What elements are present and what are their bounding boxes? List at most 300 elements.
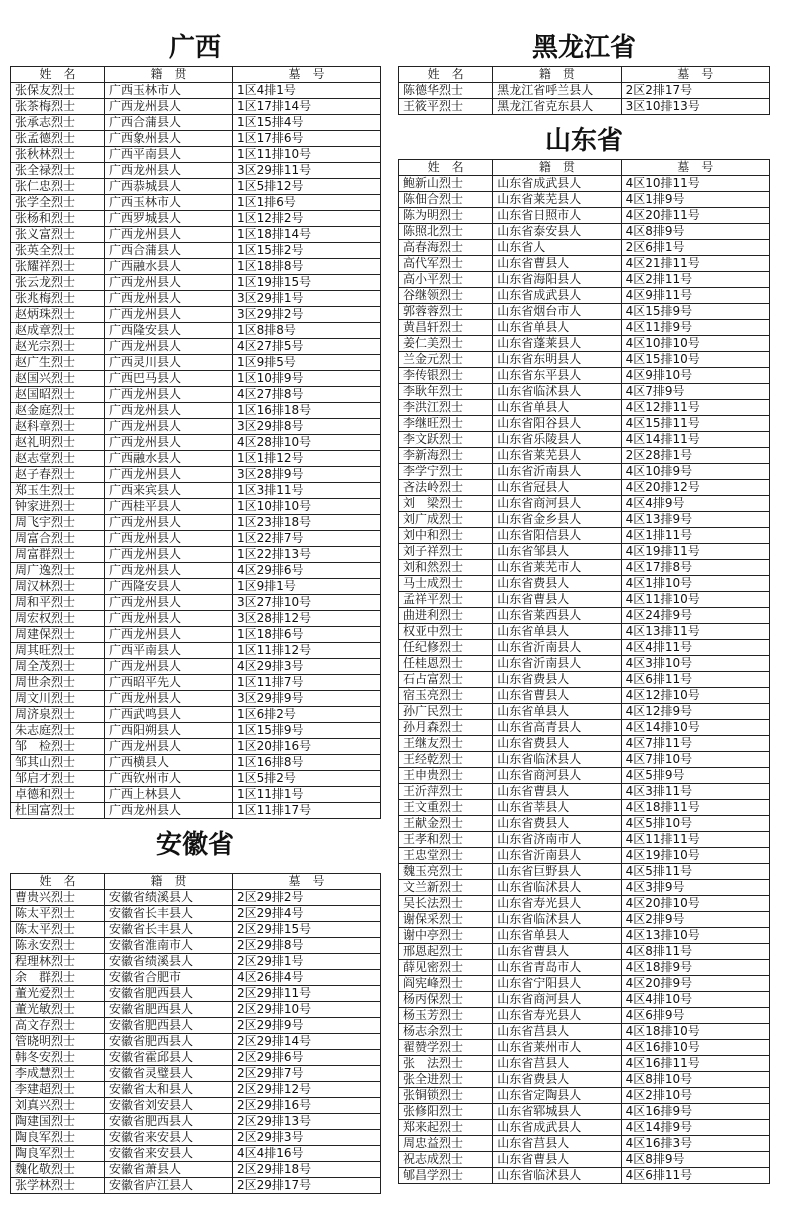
cell-tomb: 2区29排17号 — [233, 1178, 381, 1194]
cell-tomb: 1区9排1号 — [233, 579, 381, 595]
cell-name: 李学宁烈士 — [399, 464, 493, 480]
cell-origin: 广西合蒲县人 — [105, 115, 233, 131]
cell-name: 魏化敬烈士 — [11, 1162, 105, 1178]
cell-origin: 山东省成武县人 — [493, 1120, 621, 1136]
cell-name: 张学林烈士 — [11, 1178, 105, 1194]
cell-name: 魏玉亮烈士 — [399, 864, 493, 880]
cell-origin: 安徽省绩溪县人 — [105, 954, 233, 970]
table-row — [11, 739, 381, 755]
table-row — [399, 560, 770, 576]
cell-tomb: 4区29排3号 — [233, 659, 381, 675]
cell-origin: 广西横县人 — [105, 755, 233, 771]
cell-name: 周建保烈士 — [11, 627, 105, 643]
header-origin: 籍 贯 — [105, 874, 233, 890]
cell-tomb: 1区9排5号 — [233, 355, 381, 371]
cell-name: 刘广成烈士 — [399, 512, 493, 528]
cell-tomb: 1区22排7号 — [233, 531, 381, 547]
table-row — [399, 848, 770, 864]
table-row — [399, 288, 770, 304]
cell-origin: 山东省郓城县人 — [493, 1104, 621, 1120]
table-row — [11, 83, 381, 99]
cell-name: 陈永安烈士 — [11, 938, 105, 954]
table-row — [399, 464, 770, 480]
cell-name: 赵光宗烈士 — [11, 339, 105, 355]
table-row — [11, 659, 381, 675]
header-name: 姓 名 — [399, 160, 493, 176]
cell-tomb: 4区3排11号 — [621, 784, 769, 800]
table-row — [399, 1136, 770, 1152]
table-row — [11, 1130, 381, 1146]
table-row — [11, 531, 381, 547]
cell-name: 邢恩起烈士 — [399, 944, 493, 960]
cell-name: 王经乾烈士 — [399, 752, 493, 768]
table-row — [11, 1162, 381, 1178]
cell-tomb: 2区28排1号 — [621, 448, 769, 464]
cell-origin: 广西龙州县人 — [105, 595, 233, 611]
cell-name: 杨玉芳烈士 — [399, 1008, 493, 1024]
cell-origin: 山东省莒县人 — [493, 1056, 621, 1072]
table-row — [399, 704, 770, 720]
cell-origin: 山东省费县人 — [493, 1072, 621, 1088]
cell-name: 邹其山烈士 — [11, 755, 105, 771]
cell-tomb: 1区17排14号 — [233, 99, 381, 115]
table-row — [11, 890, 381, 906]
cell-tomb: 4区8排10号 — [621, 1072, 769, 1088]
cell-origin: 山东省费县人 — [493, 816, 621, 832]
cell-origin: 山东省宁阳县人 — [493, 976, 621, 992]
table-row — [11, 771, 381, 787]
cell-tomb: 4区7排10号 — [621, 752, 769, 768]
cell-tomb: 4区1排9号 — [621, 192, 769, 208]
cell-tomb: 4区12排10号 — [621, 688, 769, 704]
table-row — [399, 656, 770, 672]
cell-name: 周飞宇烈士 — [11, 515, 105, 531]
cell-name: 陈太平烈士 — [11, 922, 105, 938]
cell-name: 李传银烈士 — [399, 368, 493, 384]
cell-origin: 广西龙州县人 — [105, 435, 233, 451]
cell-tomb: 4区10排10号 — [621, 336, 769, 352]
table-row — [399, 688, 770, 704]
cell-tomb: 4区13排11号 — [621, 624, 769, 640]
cell-origin: 广西阳朔县人 — [105, 723, 233, 739]
cell-tomb: 2区29排15号 — [233, 922, 381, 938]
cell-tomb: 1区3排11号 — [233, 483, 381, 499]
cell-name: 刘真兴烈士 — [11, 1098, 105, 1114]
cell-tomb: 1区10排10号 — [233, 499, 381, 515]
cell-name: 陈德华烈士 — [399, 83, 493, 99]
table-row — [399, 576, 770, 592]
table-row — [399, 240, 770, 256]
cell-name: 陶良军烈士 — [11, 1130, 105, 1146]
cell-name: 王孝和烈士 — [399, 832, 493, 848]
cell-origin: 广西恭城县人 — [105, 179, 233, 195]
table-row — [11, 723, 381, 739]
table-row — [11, 259, 381, 275]
cell-origin: 山东省曹县人 — [493, 1152, 621, 1168]
table-row — [399, 320, 770, 336]
table-row — [11, 643, 381, 659]
cell-name: 郇昌学烈士 — [399, 1168, 493, 1184]
cell-origin: 广西上林县人 — [105, 787, 233, 803]
cell-origin: 山东省海阳县人 — [493, 272, 621, 288]
cell-origin: 广西龙州县人 — [105, 691, 233, 707]
cell-name: 刘子祥烈士 — [399, 544, 493, 560]
cell-tomb: 1区1排12号 — [233, 451, 381, 467]
cell-tomb: 4区17排8号 — [621, 560, 769, 576]
cell-name: 王忠堂烈士 — [399, 848, 493, 864]
table-row — [399, 1088, 770, 1104]
cell-origin: 山东省临沭县人 — [493, 912, 621, 928]
cell-tomb: 4区20排9号 — [621, 976, 769, 992]
cell-origin: 安徽省霍邱县人 — [105, 1050, 233, 1066]
cell-origin: 山东省商河县人 — [493, 992, 621, 1008]
cell-tomb: 4区16排3号 — [621, 1136, 769, 1152]
cell-tomb: 4区15排11号 — [621, 416, 769, 432]
cell-origin: 山东省莒县人 — [493, 1136, 621, 1152]
cell-name: 王继友烈士 — [399, 736, 493, 752]
section-title-guangxi: 广西 — [168, 33, 221, 63]
cell-name: 赵炳珠烈士 — [11, 307, 105, 323]
cell-origin: 山东省沂南县人 — [493, 848, 621, 864]
table-row — [11, 1050, 381, 1066]
cell-tomb: 4区1排10号 — [621, 576, 769, 592]
table-row — [399, 384, 770, 400]
cell-origin: 安徽省合肥市 — [105, 970, 233, 986]
table-row — [11, 986, 381, 1002]
header-name: 姓 名 — [399, 67, 493, 83]
table-row — [399, 272, 770, 288]
cell-origin: 山东省人 — [493, 240, 621, 256]
cell-origin: 山东省寿光县人 — [493, 896, 621, 912]
cell-origin: 山东省邹县人 — [493, 544, 621, 560]
cell-name: 孟祥平烈士 — [399, 592, 493, 608]
cell-name: 韩冬安烈士 — [11, 1050, 105, 1066]
cell-name: 张修阳烈士 — [399, 1104, 493, 1120]
cell-tomb: 1区6排2号 — [233, 707, 381, 723]
header-tomb: 墓 号 — [233, 67, 381, 83]
cell-origin: 山东省商河县人 — [493, 768, 621, 784]
cell-origin: 安徽省太和县人 — [105, 1082, 233, 1098]
cell-name: 周其旺烈士 — [11, 643, 105, 659]
cell-origin: 广西玉林市人 — [105, 83, 233, 99]
cell-name: 管晓明烈士 — [11, 1034, 105, 1050]
cell-tomb: 4区5排10号 — [621, 816, 769, 832]
table-row — [11, 675, 381, 691]
cell-tomb: 3区29排11号 — [233, 163, 381, 179]
cell-name: 赵金庭烈士 — [11, 403, 105, 419]
cell-origin: 山东省临沭县人 — [493, 1168, 621, 1184]
cell-tomb: 4区8排11号 — [621, 944, 769, 960]
cell-name: 孙广民烈士 — [399, 704, 493, 720]
cell-tomb: 1区23排18号 — [233, 515, 381, 531]
cell-origin: 山东省成武县人 — [493, 176, 621, 192]
table-row — [399, 608, 770, 624]
cell-tomb: 4区1排11号 — [621, 528, 769, 544]
cell-name: 姜仁美烈士 — [399, 336, 493, 352]
cell-origin: 山东省烟台市人 — [493, 304, 621, 320]
table-row — [11, 1098, 381, 1114]
table-row — [11, 275, 381, 291]
cell-tomb: 2区29排10号 — [233, 1002, 381, 1018]
cell-name: 董光敏烈士 — [11, 1002, 105, 1018]
cell-name: 黄昌轩烈士 — [399, 320, 493, 336]
cell-tomb: 1区5排12号 — [233, 179, 381, 195]
cell-name: 张仁忠烈士 — [11, 179, 105, 195]
cell-name: 翟赞学烈士 — [399, 1040, 493, 1056]
cell-name: 刘中和烈士 — [399, 528, 493, 544]
cell-name: 谢中亭烈士 — [399, 928, 493, 944]
cell-name: 周富合烈士 — [11, 531, 105, 547]
cell-tomb: 1区8排8号 — [233, 323, 381, 339]
cell-name: 赵成章烈士 — [11, 323, 105, 339]
cell-name: 王献金烈士 — [399, 816, 493, 832]
cell-name: 赵礼明烈士 — [11, 435, 105, 451]
table-header-row — [399, 67, 770, 83]
cell-origin: 广西昭平先人 — [105, 675, 233, 691]
table-row — [11, 355, 381, 371]
cell-origin: 广西龙州县人 — [105, 387, 233, 403]
cell-tomb: 2区29排12号 — [233, 1082, 381, 1098]
table-row — [399, 752, 770, 768]
cell-origin: 广西平南县人 — [105, 147, 233, 163]
cell-tomb: 4区27排8号 — [233, 387, 381, 403]
table-row — [11, 227, 381, 243]
cell-tomb: 4区3排10号 — [621, 656, 769, 672]
table-row — [11, 483, 381, 499]
cell-tomb: 4区4排10号 — [621, 992, 769, 1008]
cell-origin: 安徽省刘安县人 — [105, 1098, 233, 1114]
cell-name: 任桂恩烈士 — [399, 656, 493, 672]
cell-tomb: 2区29排16号 — [233, 1098, 381, 1114]
cell-origin: 广西象州县人 — [105, 131, 233, 147]
cell-tomb: 2区29排11号 — [233, 986, 381, 1002]
cell-tomb: 4区6排11号 — [621, 1168, 769, 1184]
cell-name: 高春海烈士 — [399, 240, 493, 256]
cell-name: 张义富烈士 — [11, 227, 105, 243]
cell-name: 赵国兴烈士 — [11, 371, 105, 387]
table-shandong — [398, 159, 770, 1184]
cell-origin: 广西龙州县人 — [105, 227, 233, 243]
header-tomb: 墓 号 — [233, 874, 381, 890]
cell-name: 朱志庭烈士 — [11, 723, 105, 739]
table-row — [11, 922, 381, 938]
cell-origin: 山东省寿光县人 — [493, 1008, 621, 1024]
cell-tomb: 4区18排10号 — [621, 1024, 769, 1040]
table-row — [399, 976, 770, 992]
cell-tomb: 3区29排1号 — [233, 291, 381, 307]
cell-origin: 山东省费县人 — [493, 576, 621, 592]
table-row — [11, 707, 381, 723]
cell-name: 钟家进烈士 — [11, 499, 105, 515]
table-row — [399, 864, 770, 880]
header-origin: 籍 贯 — [493, 67, 621, 83]
table-row — [11, 323, 381, 339]
table-row — [11, 1018, 381, 1034]
cell-origin: 安徽省庐江县人 — [105, 1178, 233, 1194]
cell-name: 周和平烈士 — [11, 595, 105, 611]
table-row — [399, 208, 770, 224]
cell-name: 张茶梅烈士 — [11, 99, 105, 115]
cell-tomb: 3区28排12号 — [233, 611, 381, 627]
cell-name: 薛见密烈士 — [399, 960, 493, 976]
cell-origin: 山东省定陶县人 — [493, 1088, 621, 1104]
cell-origin: 安徽省来安县人 — [105, 1146, 233, 1162]
cell-name: 王筱平烈士 — [399, 99, 493, 115]
table-header-row — [11, 874, 381, 890]
table-row — [399, 480, 770, 496]
cell-origin: 广西桂平县人 — [105, 499, 233, 515]
cell-origin: 山东省成武县人 — [493, 288, 621, 304]
cell-name: 张兆梅烈士 — [11, 291, 105, 307]
cell-origin: 山东省阳谷县人 — [493, 416, 621, 432]
cell-origin: 安徽省长丰县人 — [105, 906, 233, 922]
cell-origin: 广西武鸣县人 — [105, 707, 233, 723]
cell-origin: 山东省莱芜市人 — [493, 560, 621, 576]
table-row — [399, 720, 770, 736]
table-row — [11, 627, 381, 643]
cell-tomb: 1区18排6号 — [233, 627, 381, 643]
cell-name: 杨丙保烈士 — [399, 992, 493, 1008]
cell-tomb: 1区16排18号 — [233, 403, 381, 419]
cell-name: 鲍新山烈士 — [399, 176, 493, 192]
cell-tomb: 4区19排10号 — [621, 848, 769, 864]
cell-name: 周济泉烈士 — [11, 707, 105, 723]
table-row — [399, 448, 770, 464]
cell-tomb: 4区4排9号 — [621, 496, 769, 512]
cell-tomb: 4区9排10号 — [621, 368, 769, 384]
cell-origin: 广西龙州县人 — [105, 291, 233, 307]
cell-name: 张铜锁烈士 — [399, 1088, 493, 1104]
cell-origin: 山东省莘县人 — [493, 800, 621, 816]
table-row — [11, 499, 381, 515]
table-row — [11, 1178, 381, 1194]
cell-origin: 山东省临沭县人 — [493, 384, 621, 400]
table-row — [11, 1114, 381, 1130]
table-row — [399, 304, 770, 320]
table-row — [11, 1082, 381, 1098]
cell-origin: 广西龙州县人 — [105, 339, 233, 355]
cell-name: 周宏权烈士 — [11, 611, 105, 627]
cell-name: 张承志烈士 — [11, 115, 105, 131]
cell-tomb: 2区29排7号 — [233, 1066, 381, 1082]
cell-name: 高文存烈士 — [11, 1018, 105, 1034]
cell-origin: 安徽省肥西县人 — [105, 1002, 233, 1018]
cell-tomb: 4区20排11号 — [621, 208, 769, 224]
table-row — [11, 435, 381, 451]
cell-tomb: 1区5排2号 — [233, 771, 381, 787]
table-row — [11, 195, 381, 211]
cell-tomb: 4区14排9号 — [621, 1120, 769, 1136]
table-row — [399, 832, 770, 848]
cell-origin: 安徽省肥西县人 — [105, 986, 233, 1002]
cell-name: 高代军烈士 — [399, 256, 493, 272]
cell-name: 赵国昭烈士 — [11, 387, 105, 403]
cell-origin: 广西龙州县人 — [105, 515, 233, 531]
cell-tomb: 2区2排17号 — [621, 83, 769, 99]
table-row — [399, 640, 770, 656]
cell-tomb: 4区4排16号 — [233, 1146, 381, 1162]
table-row — [399, 432, 770, 448]
cell-tomb: 4区20排12号 — [621, 480, 769, 496]
cell-tomb: 1区15排4号 — [233, 115, 381, 131]
table-row — [11, 419, 381, 435]
cell-origin: 广西玉林市人 — [105, 195, 233, 211]
cell-name: 阎宪峰烈士 — [399, 976, 493, 992]
cell-name: 陈佃合烈士 — [399, 192, 493, 208]
table-row — [11, 563, 381, 579]
cell-tomb: 4区18排9号 — [621, 960, 769, 976]
cell-tomb: 1区4排1号 — [233, 83, 381, 99]
cell-name: 谢保采烈士 — [399, 912, 493, 928]
cell-origin: 山东省曹县人 — [493, 256, 621, 272]
table-row — [399, 352, 770, 368]
cell-tomb: 4区19排11号 — [621, 544, 769, 560]
cell-tomb: 4区18排11号 — [621, 800, 769, 816]
cell-name: 李文跃烈士 — [399, 432, 493, 448]
cell-tomb: 2区29排8号 — [233, 938, 381, 954]
cell-origin: 山东省莱芜县人 — [493, 448, 621, 464]
cell-name: 张耀祥烈士 — [11, 259, 105, 275]
cell-tomb: 1区1排6号 — [233, 195, 381, 211]
cell-tomb: 1区12排2号 — [233, 211, 381, 227]
cell-origin: 山东省沂南县人 — [493, 464, 621, 480]
cell-name: 杜国富烈士 — [11, 803, 105, 819]
cell-name: 吝法岭烈士 — [399, 480, 493, 496]
cell-name: 权亚中烈士 — [399, 624, 493, 640]
cell-origin: 山东省乐陵县人 — [493, 432, 621, 448]
cell-name: 董光爱烈士 — [11, 986, 105, 1002]
table-row — [399, 1024, 770, 1040]
cell-tomb: 3区10排13号 — [621, 99, 769, 115]
section-title-heilongjiang: 黑龙江省 — [531, 33, 636, 63]
cell-origin: 广西龙州县人 — [105, 163, 233, 179]
cell-origin: 山东省青岛市人 — [493, 960, 621, 976]
cell-origin: 山东省费县人 — [493, 736, 621, 752]
cell-origin: 广西合蒲县人 — [105, 243, 233, 259]
cell-tomb: 4区28排10号 — [233, 435, 381, 451]
cell-name: 周富群烈士 — [11, 547, 105, 563]
cell-tomb: 4区7排9号 — [621, 384, 769, 400]
cell-origin: 山东省阳信县人 — [493, 528, 621, 544]
cell-tomb: 4区8排9号 — [621, 224, 769, 240]
table-row — [11, 1034, 381, 1050]
cell-tomb: 3区29排8号 — [233, 419, 381, 435]
cell-name: 周忠益烈士 — [399, 1136, 493, 1152]
cell-origin: 安徽省绩溪县人 — [105, 890, 233, 906]
table-anhui — [10, 873, 381, 1194]
table-row — [399, 1104, 770, 1120]
table-row — [11, 595, 381, 611]
cell-tomb: 1区11排1号 — [233, 787, 381, 803]
cell-name: 陶良军烈士 — [11, 1146, 105, 1162]
cell-tomb: 1区18排8号 — [233, 259, 381, 275]
cell-origin: 山东省莱西县人 — [493, 608, 621, 624]
cell-origin: 山东省临沭县人 — [493, 752, 621, 768]
table-row — [11, 691, 381, 707]
cell-origin: 安徽省来安县人 — [105, 1130, 233, 1146]
cell-origin: 安徽省肥西县人 — [105, 1114, 233, 1130]
cell-origin: 广西融水县人 — [105, 259, 233, 275]
table-row — [11, 131, 381, 147]
header-origin: 籍 贯 — [105, 67, 233, 83]
cell-tomb: 2区29排4号 — [233, 906, 381, 922]
cell-name: 赵志堂烈士 — [11, 451, 105, 467]
table-row — [399, 336, 770, 352]
cell-tomb: 1区11排7号 — [233, 675, 381, 691]
table-row — [399, 496, 770, 512]
cell-tomb: 4区29排6号 — [233, 563, 381, 579]
cell-name: 王文重烈士 — [399, 800, 493, 816]
